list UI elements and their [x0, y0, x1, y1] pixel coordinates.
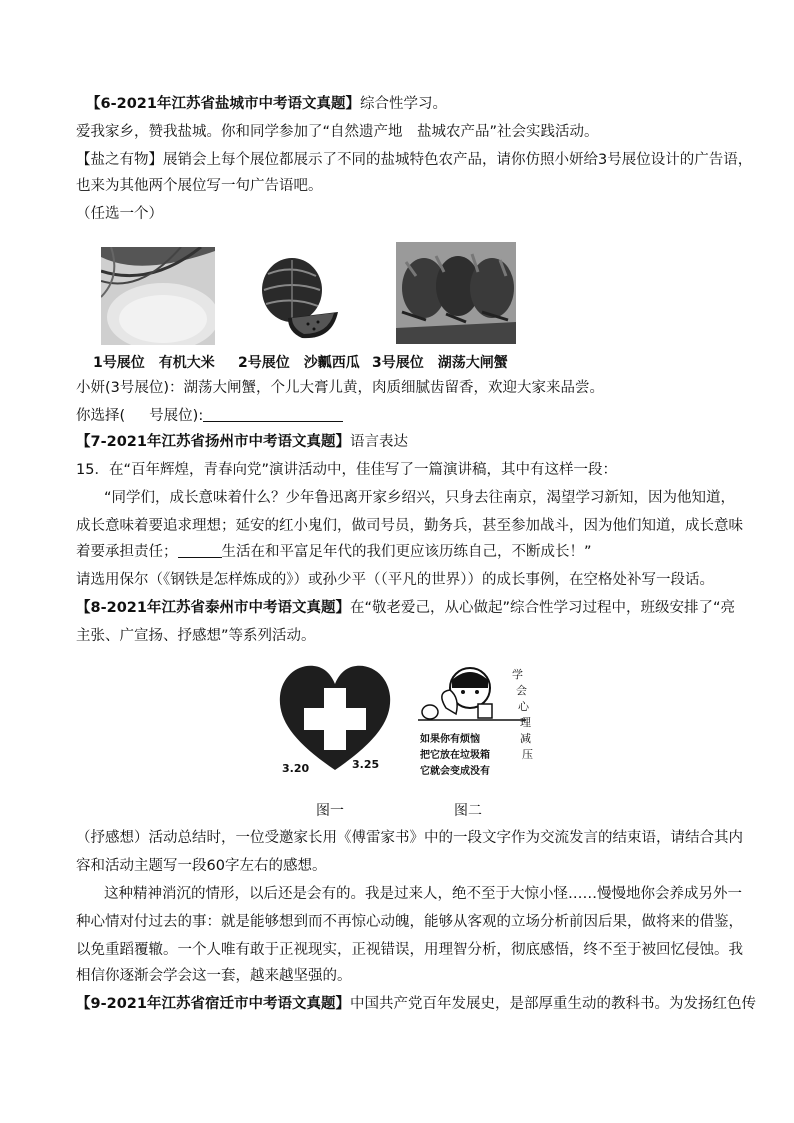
q7-line1: 15．在“百年辉煌，青春向党”演讲活动中，佳佳写了一篇演讲稿，其中有这样一段：	[76, 462, 617, 478]
q8-title-suffix: 在“敬老爱己，从心做起”综合性学习过程中，班级安排了“亮	[349, 600, 736, 616]
figure-2-cartoon-image	[416, 662, 542, 778]
q9-heading	[76, 994, 756, 1014]
q7-line2: “同学们，成长意味着什么？少年鲁迅离开家乡绍兴，只身去往南京，渴望学习新知，因为他知道，	[104, 490, 736, 506]
q9-title: 【9-2021年江苏省宿迁市中考语文真题】	[76, 996, 350, 1012]
q8-title: 【8-2021年江苏省泰州市中考语文真题】	[76, 600, 350, 616]
q6-heading	[86, 94, 447, 114]
q7-line5: 请选用保尔（《钢铁是怎样炼成的》）或孙少平（（平凡的世界））的成长事例，在空格处补写一段话。	[76, 572, 714, 588]
answer-blank[interactable]	[203, 407, 343, 422]
booth-label-1: 1号展位 有机大米	[93, 355, 215, 371]
q6-line5: 小妍(3号展位)：湖荡大闸蟹，个儿大膏儿黄，肉质细腻齿留香，欢迎大家来品尝。	[76, 380, 605, 396]
figure-1-heart-image	[276, 662, 394, 778]
q6-title: 【6-2021年江苏省盐城市中考语文真题】	[86, 96, 360, 112]
q8-line2: （抒感想）活动总结时，一位受邀家长用《傅雷家书》中的一段文字作为交流发言的结束语，请结合其内	[76, 830, 743, 846]
watermelon-image	[258, 254, 340, 344]
q7-title-suffix: 语言表达	[349, 434, 408, 450]
q8-passage-4: 相信你逐渐会学会这一套，越来越坚强的。	[76, 968, 352, 984]
rice-image	[101, 247, 215, 345]
q9-title-suffix: 中国共产党百年发展史，是部厚重生动的教科书。为发扬红色传	[349, 996, 756, 1012]
figure-2-line-2: 把它放在垃圾箱	[420, 750, 490, 761]
figure-1-caption: 图一	[316, 803, 344, 819]
svg-text:减: 减	[520, 732, 531, 745]
q6-answer-suffix: 号展位):	[149, 408, 204, 424]
q7-title: 【7-2021年江苏省扬州市中考语文真题】	[76, 434, 350, 450]
q6-line1: 爱我家乡，赞我盐城。你和同学参加了“自然遗产地 盐城农产品”社会实践活动。	[76, 124, 599, 140]
q8-line1: 主张、广宣扬、抒感想”等系列活动。	[76, 628, 316, 644]
booth-label-2: 2号展位 沙瓤西瓜	[238, 355, 360, 371]
q6-line3: 也来为其他两个展位写一句广告语吧。	[76, 178, 323, 194]
q6-answer-prefix: 你选择(	[76, 408, 126, 424]
figure-2-line-3: 它就会变成没有	[420, 766, 490, 777]
booth-label-3: 3号展位 湖荡大闸蟹	[372, 355, 508, 371]
q6-answer-line	[76, 406, 343, 426]
q6-line2: 【盐之有物】展销会上每个展位都展示了不同的盐城特色农产品，请你仿照小妍给3号展位设计的广告语，	[76, 152, 753, 168]
q8-passage-3: 以免重蹈覆辙。一个人唯有敢于正视现实，正视错误，用理智分析，彻底感悟，终不至于被回忆侵蚀。我	[76, 942, 743, 958]
figure-2-caption: 图二	[454, 803, 482, 819]
svg-text:压: 压	[522, 748, 533, 761]
q7-heading	[76, 432, 408, 452]
q6-line4: （任选一个）	[76, 206, 163, 222]
svg-text:理: 理	[520, 716, 531, 729]
q7-line4-start: 着要承担责任；	[76, 544, 178, 560]
q6-title-suffix: 综合性学习。	[359, 96, 447, 112]
q8-passage-1: 这种精神消沉的情形，以后还是会有的。我是过来人，绝不至于大惊小怪……慢慢地你会养成另外一	[104, 886, 742, 902]
crab-image	[396, 242, 516, 344]
q7-line3: 成长意味着要追求理想；延安的红小鬼们，做司号员，勤务兵，甚至参加战斗，因为他们知道，成长意味	[76, 518, 743, 534]
fill-blank[interactable]	[178, 543, 222, 558]
figure-1-date-a: 3.20	[282, 762, 310, 775]
figure-2-line-1: 如果你有烦恼	[420, 734, 480, 745]
q7-line4	[76, 542, 592, 562]
q8-heading	[76, 598, 735, 618]
svg-text:会: 会	[516, 684, 527, 697]
svg-text:心: 心	[518, 700, 529, 713]
svg-text:学: 学	[512, 668, 523, 681]
q8-line3: 容和活动主题写一段60字左右的感想。	[76, 858, 327, 874]
figure-1-date-b: 3.25	[352, 758, 380, 771]
q7-line4-end: 生活在和平富足年代的我们更应该历练自己，不断成长！”	[221, 544, 592, 560]
q8-passage-2: 种心情对付过去的事：就是能够想到而不再惊心动魄，能够从客观的立场分析前因后果，做将来的借鉴，	[76, 914, 743, 930]
